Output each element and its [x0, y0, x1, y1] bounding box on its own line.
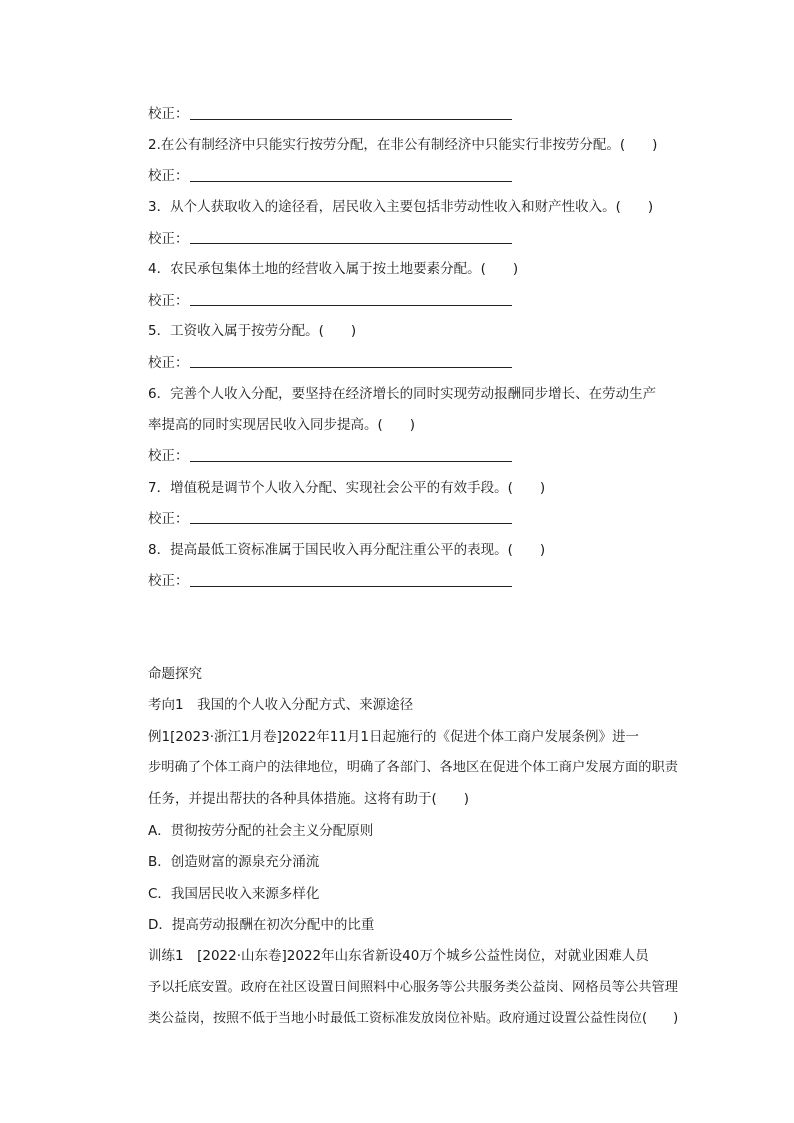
question-item: 3．从个人获取收入的途径看，居民收入主要包括非劳动性收入和财产性收入。( ) [148, 199, 654, 215]
training-question: 训练1 [2022·山东卷]2022年山东省新设40万个城乡公益性岗位，对就业困难人员 [148, 948, 649, 964]
correction-blank[interactable] [190, 243, 512, 244]
question-item: 6．完善个人收入分配，要坚持在经济增长的同时实现劳动报酬同步增长、在劳动生产 [148, 386, 657, 402]
training-question-continued: 类公益岗，按照不低于当地小时最低工资标准发放岗位补贴。政府通过设置公益性岗位( ) [148, 1011, 679, 1026]
correction-label: 校正： [148, 293, 189, 309]
correction-label: 校正： [148, 448, 189, 464]
correction-blank[interactable] [190, 523, 512, 524]
example-question-continued: 步明确了个体工商户的法律地位，明确了各部门、各地区在促进个体工商户发展方面的职责 [148, 760, 679, 775]
question-item: 7．增值税是调节个人收入分配、实现社会公平的有效手段。( ) [148, 480, 546, 496]
topic-heading: 考向1 我国的个人收入分配方式、来源途径 [148, 697, 414, 713]
correction-blank[interactable] [190, 119, 512, 120]
correction-blank[interactable] [190, 586, 512, 587]
option-b[interactable]: B．创造财富的源泉充分涌流 [148, 854, 320, 870]
correction-label: 校正： [148, 573, 189, 589]
question-item: 5．工资收入属于按劳分配。( ) [148, 323, 357, 339]
correction-label: 校正： [148, 511, 189, 527]
section-title: 命题探究 [148, 666, 202, 682]
correction-label: 校正： [148, 231, 189, 247]
correction-label: 校正： [148, 106, 189, 122]
option-a[interactable]: A．贯彻按劳分配的社会主义分配原则 [148, 823, 374, 839]
training-question-continued: 予以托底安置。政府在社区设置日间照料中心服务等公共服务类公益岗、网格员等公共管理 [148, 980, 679, 995]
question-item: 2.在公有制经济中只能实行按劳分配，在非公有制经济中只能实行非按劳分配。( ) [148, 137, 658, 153]
example-question-continued: 任务，并提出帮扶的各种具体措施。这将有助于( ) [148, 791, 470, 807]
correction-blank[interactable] [190, 461, 512, 462]
correction-label: 校正： [148, 168, 189, 184]
option-c[interactable]: C．我国居民收入来源多样化 [148, 886, 320, 902]
option-d[interactable]: D．提高劳动报酬在初次分配中的比重 [148, 917, 375, 933]
correction-blank[interactable] [190, 181, 512, 182]
question-item-continued: 率提高的同时实现居民收入同步提高。( ) [148, 417, 416, 433]
correction-label: 校正： [148, 355, 189, 371]
example-question: 例1[2023·浙江1月卷]2022年11月1日起施行的《促进个体工商户发展条例》进一 [148, 729, 639, 745]
question-item: 4．农民承包集体土地的经营收入属于按土地要素分配。( ) [148, 261, 519, 277]
correction-blank[interactable] [190, 367, 512, 368]
question-item: 8．提高最低工资标准属于国民收入再分配注重公平的表现。( ) [148, 542, 546, 558]
correction-blank[interactable] [190, 305, 512, 306]
